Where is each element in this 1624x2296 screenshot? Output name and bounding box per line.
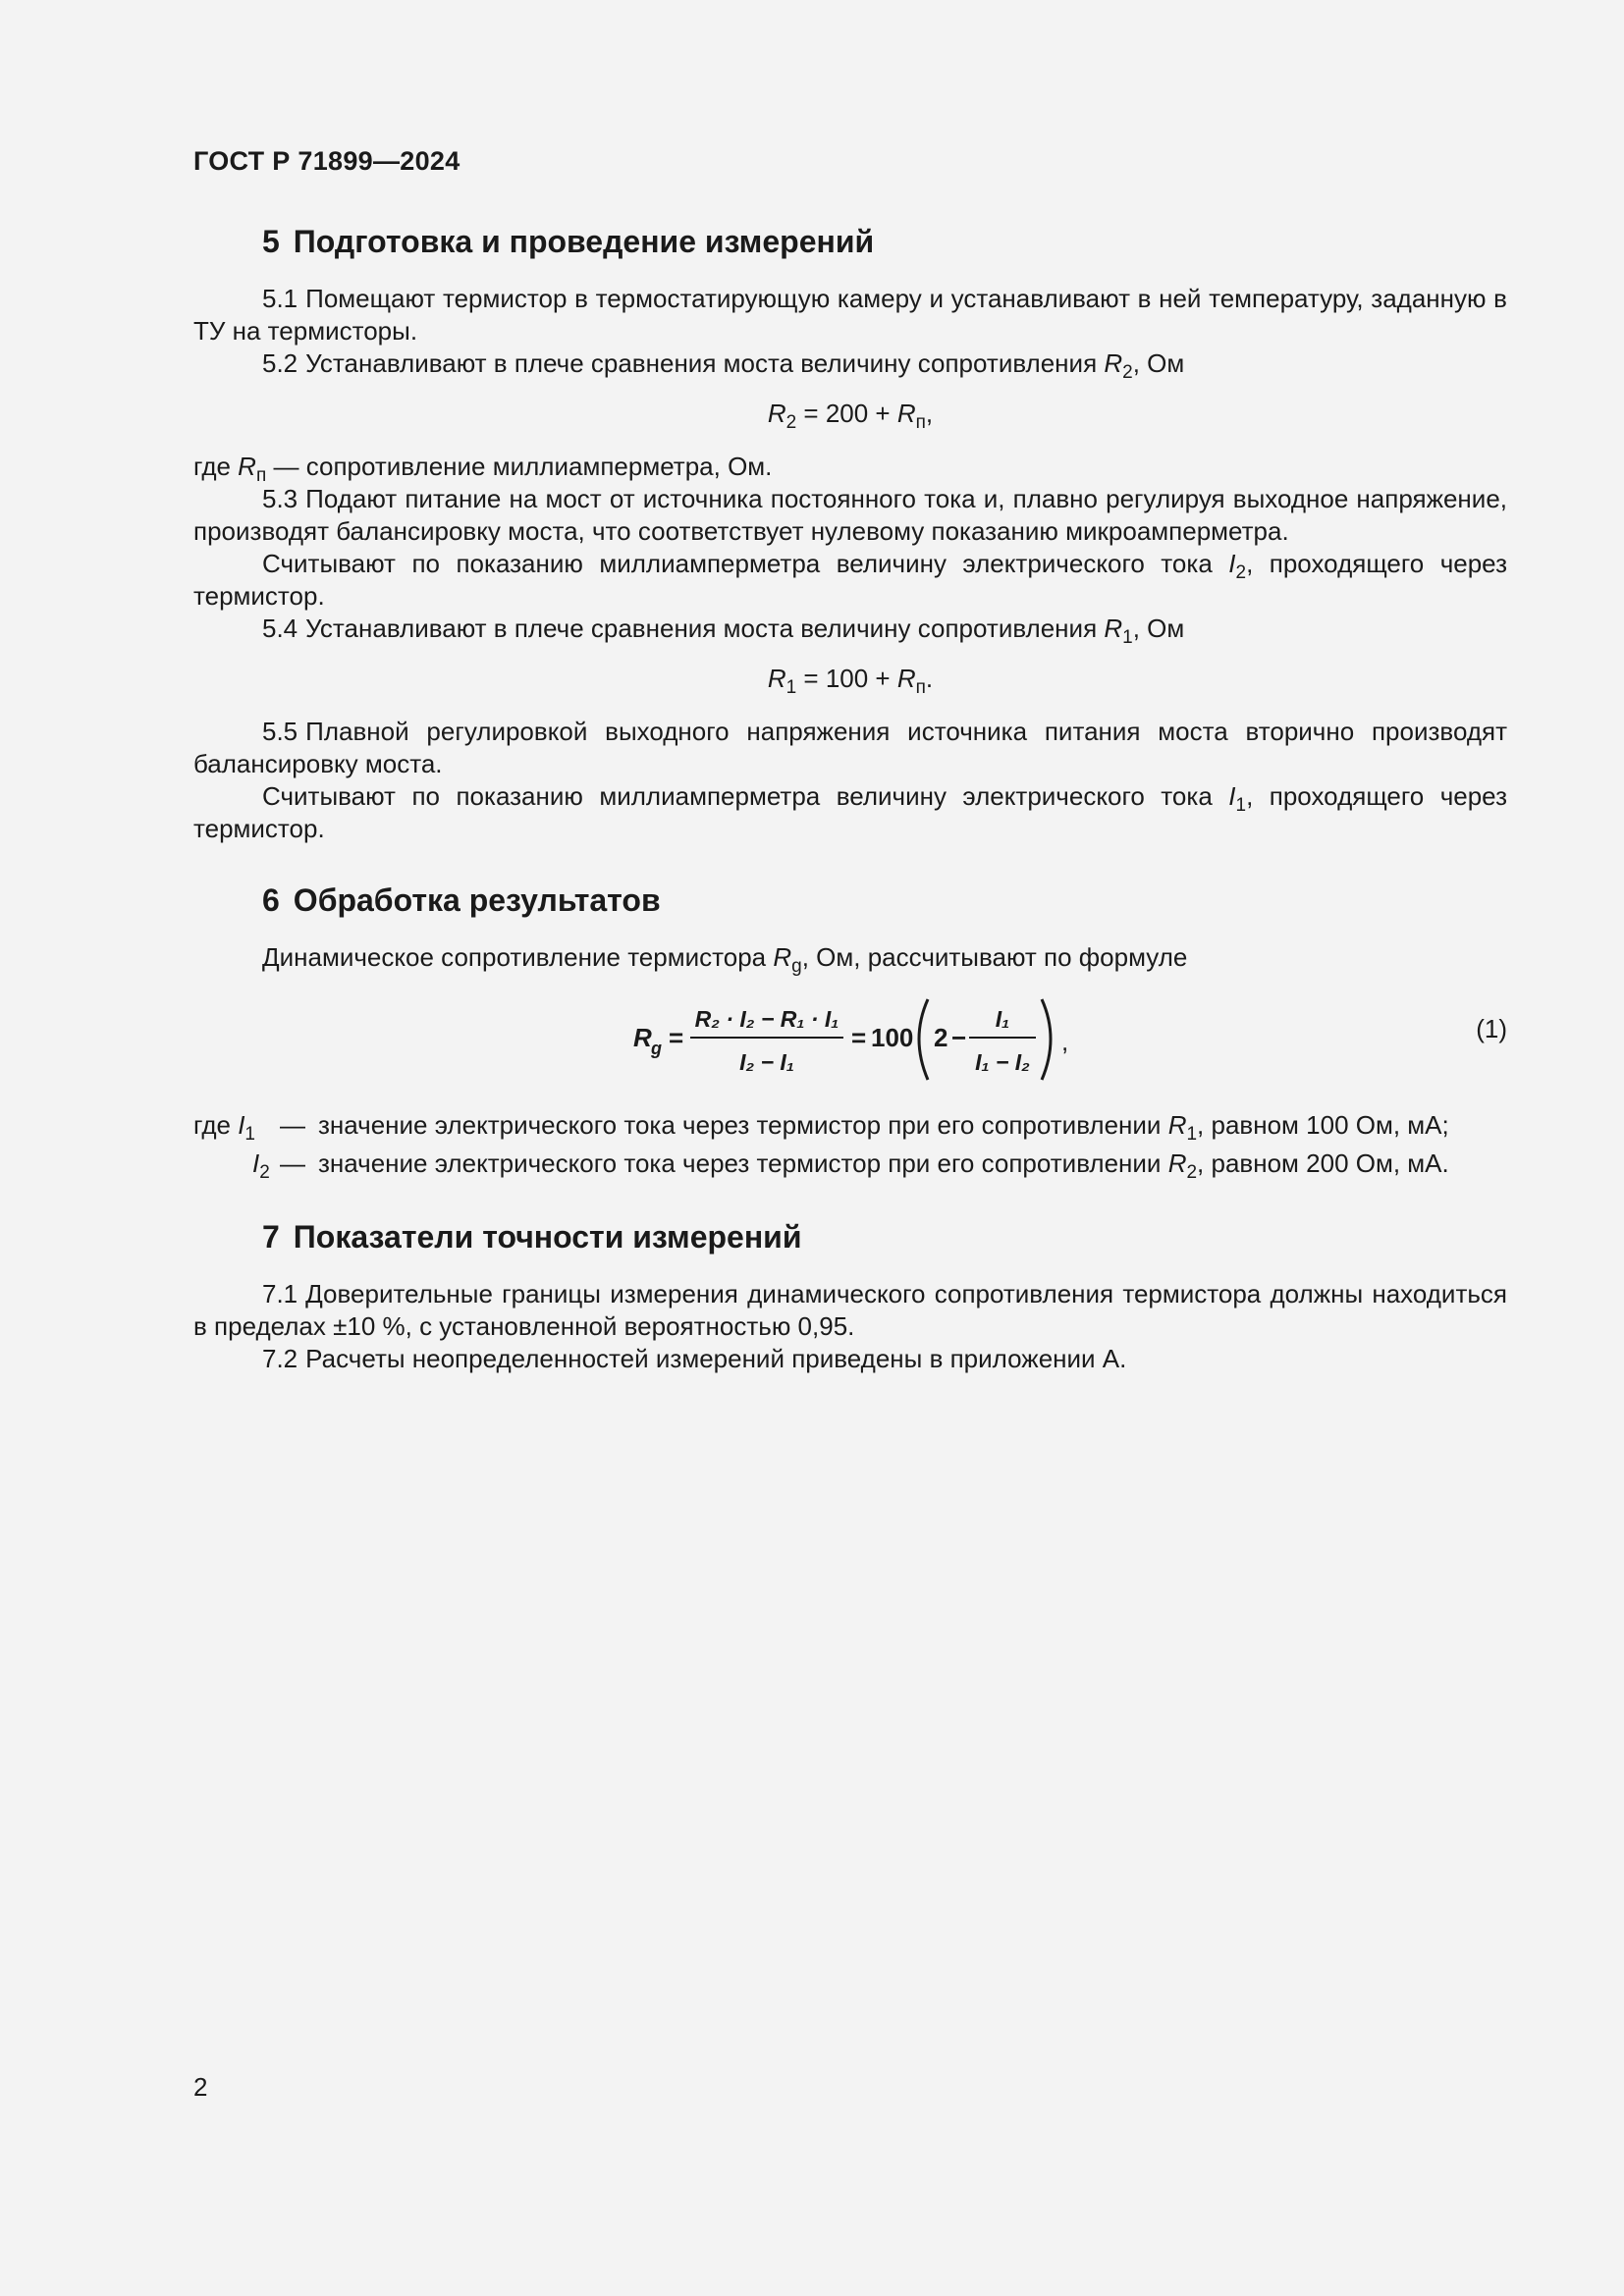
svg-text:=: =	[669, 1023, 684, 1052]
svg-text:100: 100	[871, 1023, 914, 1052]
svg-text:R: R	[633, 1023, 652, 1052]
formula-r1: $R_1 = 100 + R_п$.	[767, 664, 934, 698]
paragraph-5-5-read: Считывают по показанию миллиамперметра величину электрического тока $I_1$, проходящего через термистор.	[193, 781, 1507, 843]
legend-i1: где $I_1$ — значение электрического тока через термистор при его сопротивлении $R_1$, равном 100 Ом, мА;	[193, 1110, 1449, 1145]
svg-text:I₁ − I₂: I₁ − I₂	[975, 1049, 1030, 1075]
formula-r2: $R_2 = 200 + R_п$,	[767, 399, 934, 433]
document-code: ГОСТ Р 71899—2024	[193, 146, 460, 176]
section-6-heading: 6 Обработка результатов	[262, 882, 661, 918]
paragraph-5-3: 5.3 Подают питание на мост от источника постоянного тока и, плавно регулируя выходное напряжение, производят балансировку моста, что соответствует нулевому показанию микроамперметра.	[193, 484, 1507, 546]
formula-1-graphic	[625, 986, 1097, 1092]
svg-text:−: −	[951, 1023, 967, 1052]
section-7-heading: 7 Показатели точности измерений	[262, 1219, 802, 1255]
section-number: 5	[262, 224, 280, 259]
paragraph-5-2: 5.2 Устанавливают в плече сравнения моста величину сопротивления $R_2$, Ом	[262, 348, 1185, 383]
section-title: Подготовка и проведение измерений	[293, 224, 875, 259]
section-5-heading	[193, 222, 1507, 261]
page-content	[193, 222, 1507, 1375]
page-number: 2	[193, 2072, 208, 2102]
paragraph-5-3-read: Считывают по показанию миллиамперметра величину электрического тока $I_2$, проходящего через термистор.	[193, 549, 1507, 611]
svg-text:R₂ · I₂ − R₁ · I₁: R₂ · I₂ − R₁ · I₁	[694, 1006, 839, 1032]
svg-text:I₁: I₁	[995, 1006, 1010, 1032]
paragraph-7-1: 7.1 Доверительные границы измерения динамического сопротивления термистора должны находиться в пределах ±10 %, с установленной вероятностью 0,95.	[193, 1279, 1507, 1341]
svg-text:2: 2	[934, 1023, 948, 1052]
where-rp: где $R_п$ — сопротивление миллиамперметра, Ом.	[193, 452, 773, 486]
svg-text:I₂ − I₁: I₂ − I₁	[739, 1049, 794, 1075]
formula-intro: Динамическое сопротивление термистора $R_g$, Ом, рассчитывают по формуле	[262, 942, 1188, 977]
formula-legend	[193, 1109, 1507, 1183]
svg-text:g: g	[651, 1039, 662, 1058]
paragraph-5-4: 5.4 Устанавливают в плече сравнения моста величину сопротивления $R_1$, Ом	[262, 614, 1185, 648]
equation-number: (1)	[1476, 1014, 1507, 1043]
svg-text:,: ,	[1061, 1027, 1069, 1056]
legend-i2: $I_2$ — значение электрического тока через термистор при его сопротивлении $R_2$, равном 200 Ом, мА.	[252, 1148, 1449, 1183]
paragraph-5-1: 5.1 Помещают термистор в термостатирующую камеру и устанавливают в ней температуру, заданную в ТУ на термисторы.	[193, 284, 1507, 346]
paragraph-7-2: 7.2 Расчеты неопределенностей измерений приведены в приложении А.	[262, 1344, 1127, 1373]
paragraph-5-5: 5.5 Плавной регулировкой выходного напряжения источника питания моста вторично производят балансировку моста.	[193, 717, 1507, 778]
svg-text:=: =	[851, 1023, 867, 1052]
formula-1	[193, 986, 1507, 1092]
